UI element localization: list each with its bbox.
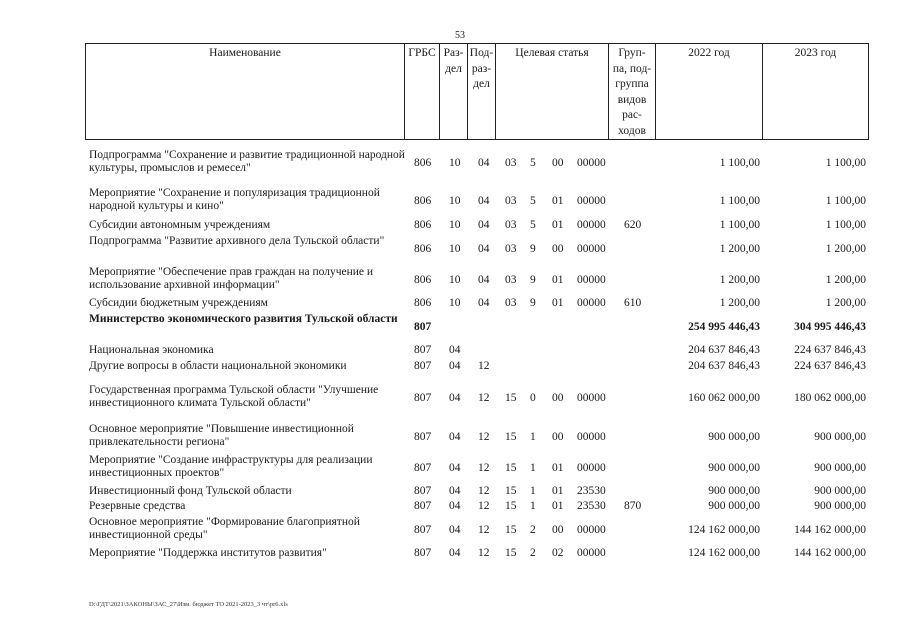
row-t1: 03 — [505, 219, 517, 231]
row-y2023: 900 000,00 — [814, 461, 866, 474]
row-t1: 15 — [505, 500, 517, 512]
row-t4: 00000 — [577, 242, 606, 255]
row-t3: 01 — [552, 194, 564, 207]
row-grbs: 807 — [414, 461, 432, 474]
row-t3: 00 — [552, 430, 564, 443]
table-row — [0, 235, 905, 261]
row-t3: 01 — [552, 297, 564, 309]
row-podrazdel: 12 — [478, 391, 490, 404]
row-y2022: 900 000,00 — [708, 461, 760, 474]
row-y2023: 224 637 846,43 — [794, 360, 866, 372]
row-razdel: 04 — [449, 523, 461, 536]
row-y2022: 1 100,00 — [719, 156, 760, 169]
row-razdel: 04 — [449, 461, 461, 474]
row-name: Мероприятие "Создание инфраструктуры для реализации инвестиционных проектов" — [89, 454, 373, 479]
row-grbs: 807 — [414, 320, 432, 333]
row-y2023: 1 100,00 — [825, 156, 866, 169]
row-t2: 5 — [530, 219, 536, 231]
table-row — [0, 516, 905, 542]
row-podrazdel: 12 — [478, 360, 490, 372]
row-name: Министерство экономического развития Тульской области — [89, 313, 398, 325]
row-t3: 00 — [552, 523, 564, 536]
row-y2023: 1 200,00 — [825, 297, 866, 309]
row-razdel: 10 — [449, 273, 461, 286]
row-t1: 03 — [505, 242, 517, 255]
row-t3: 02 — [552, 547, 564, 559]
table-row — [0, 500, 905, 513]
row-t3: 00 — [552, 156, 564, 169]
table-row — [0, 485, 905, 498]
row-name: Основное мероприятие "Повышение инвестиционной привлекательности региона" — [89, 423, 354, 448]
row-y2023: 304 995 446,43 — [794, 320, 866, 333]
row-grbs: 807 — [414, 523, 432, 536]
row-t1: 03 — [505, 273, 517, 286]
row-t1: 15 — [505, 485, 517, 497]
row-t4: 23530 — [577, 500, 606, 512]
row-t1: 15 — [505, 391, 517, 404]
row-t4: 00000 — [577, 194, 606, 207]
table-row — [0, 454, 905, 480]
row-y2022: 160 062 000,00 — [688, 391, 760, 404]
row-podrazdel: 12 — [478, 547, 490, 559]
row-podrazdel: 04 — [478, 194, 490, 207]
row-name: Другие вопросы в области национальной экономики — [89, 360, 347, 372]
row-t3: 00 — [552, 242, 564, 255]
row-t4: 00000 — [577, 219, 606, 231]
row-name: Инвестиционный фонд Тульской области — [89, 485, 292, 497]
row-t4: 00000 — [577, 156, 606, 169]
header-year-2022: 2022 год — [656, 44, 763, 140]
row-t2: 0 — [530, 391, 536, 404]
row-t3: 01 — [552, 273, 564, 286]
row-t4: 00000 — [577, 297, 606, 309]
row-razdel: 04 — [449, 485, 461, 497]
row-podrazdel: 04 — [478, 156, 490, 169]
row-podrazdel: 04 — [478, 242, 490, 255]
row-grbs: 806 — [414, 194, 432, 207]
row-razdel: 10 — [449, 194, 461, 207]
row-razdel: 04 — [449, 391, 461, 404]
row-podrazdel: 04 — [478, 219, 490, 231]
row-group: 870 — [624, 500, 642, 512]
header-grbs: ГРБС — [405, 44, 440, 140]
row-grbs: 807 — [414, 360, 432, 372]
file-path-footer: D:\ГДТ\2021\ЗАКОНЫ\ЗАС_27\Изм. бюджет ТО 2021-2023_3 чт\pr6.xls — [89, 601, 288, 608]
header-target-article: Целевая статья — [496, 44, 609, 140]
row-name: Мероприятие "Обеспечение прав граждан на получение и использование архивной информации" — [89, 266, 374, 291]
row-t2: 9 — [530, 273, 536, 286]
row-razdel: 04 — [449, 500, 461, 512]
row-group: 620 — [624, 219, 642, 231]
table-row — [0, 187, 905, 213]
table-row — [0, 423, 905, 449]
row-razdel: 10 — [449, 156, 461, 169]
row-t4: 00000 — [577, 391, 606, 404]
row-t2: 2 — [530, 547, 536, 559]
row-razdel: 10 — [449, 297, 461, 309]
row-grbs: 806 — [414, 219, 432, 231]
row-podrazdel: 12 — [478, 430, 490, 443]
row-name: Субсидии бюджетным учреждениям — [89, 297, 268, 309]
header-expense-group: Груп- па, под- группа видов рас- ходов — [609, 44, 656, 140]
row-group: 610 — [624, 297, 642, 309]
row-t3: 01 — [552, 500, 564, 512]
row-t3: 01 — [552, 461, 564, 474]
row-t1: 15 — [505, 461, 517, 474]
row-y2023: 1 100,00 — [825, 194, 866, 207]
row-t2: 1 — [530, 430, 536, 443]
table-row — [0, 344, 905, 357]
row-y2023: 180 062 000,00 — [794, 391, 866, 404]
table-row — [0, 360, 905, 373]
row-t1: 03 — [505, 297, 517, 309]
row-name: Подпрограмма "Развитие архивного дела Тульской области" — [89, 235, 385, 247]
row-grbs: 807 — [414, 485, 432, 497]
row-name: Мероприятие "Сохранение и популяризация традиционной народной культуры и кино" — [89, 187, 380, 212]
row-y2023: 900 000,00 — [814, 430, 866, 443]
row-y2022: 1 200,00 — [719, 273, 760, 286]
header-name: Наименование — [86, 44, 405, 140]
row-y2022: 1 100,00 — [719, 219, 760, 231]
header-year-2023: 2023 год — [763, 44, 869, 140]
table-row — [0, 266, 905, 292]
table-row — [0, 219, 905, 232]
row-y2022: 124 162 000,00 — [688, 547, 760, 559]
row-razdel: 10 — [449, 242, 461, 255]
row-t2: 1 — [530, 461, 536, 474]
row-t3: 01 — [552, 219, 564, 231]
row-podrazdel: 12 — [478, 523, 490, 536]
row-name: Субсидии автономным учреждениям — [89, 219, 271, 231]
row-grbs: 806 — [414, 156, 432, 169]
row-razdel: 10 — [449, 219, 461, 231]
table-row — [0, 547, 905, 560]
row-podrazdel: 12 — [478, 500, 490, 512]
row-t4: 00000 — [577, 430, 606, 443]
row-podrazdel: 04 — [478, 273, 490, 286]
row-grbs: 806 — [414, 297, 432, 309]
row-name: Подпрограмма "Сохранение и развитие традиционной народной культуры, промыслов и ремесел" — [89, 149, 405, 174]
row-y2023: 900 000,00 — [814, 500, 866, 512]
row-grbs: 806 — [414, 242, 432, 255]
row-grbs: 807 — [414, 344, 432, 356]
row-y2022: 900 000,00 — [708, 500, 760, 512]
row-grbs: 807 — [414, 547, 432, 559]
row-t2: 9 — [530, 297, 536, 309]
row-y2022: 1 200,00 — [719, 242, 760, 255]
row-t4: 00000 — [577, 461, 606, 474]
row-t2: 5 — [530, 156, 536, 169]
row-razdel: 04 — [449, 430, 461, 443]
row-t2: 1 — [530, 485, 536, 497]
row-t1: 03 — [505, 156, 517, 169]
row-t2: 5 — [530, 194, 536, 207]
row-podrazdel: 04 — [478, 297, 490, 309]
row-podrazdel: 12 — [478, 485, 490, 497]
table-row — [0, 149, 905, 175]
row-grbs: 806 — [414, 273, 432, 286]
row-y2022: 254 995 446,43 — [688, 320, 760, 333]
row-t4: 00000 — [577, 523, 606, 536]
row-name: Национальная экономика — [89, 344, 214, 356]
row-t4: 00000 — [577, 273, 606, 286]
row-name: Основное мероприятие "Формирование благоприятной инвестиционной среды" — [89, 516, 360, 541]
row-t1: 15 — [505, 523, 517, 536]
row-y2023: 144 162 000,00 — [794, 523, 866, 536]
row-y2022: 900 000,00 — [708, 485, 760, 497]
row-y2022: 1 100,00 — [719, 194, 760, 207]
row-y2022: 204 637 846,43 — [688, 360, 760, 372]
page-number: 53 — [455, 30, 465, 41]
row-razdel: 04 — [449, 547, 461, 559]
row-grbs: 807 — [414, 500, 432, 512]
header-podrazdel: Под- раз- дел — [468, 44, 496, 140]
row-y2022: 124 162 000,00 — [688, 523, 760, 536]
row-t4: 00000 — [577, 547, 606, 559]
row-razdel: 04 — [449, 360, 461, 372]
row-t2: 2 — [530, 523, 536, 536]
row-grbs: 807 — [414, 430, 432, 443]
row-t2: 9 — [530, 242, 536, 255]
table-row — [0, 384, 905, 410]
row-y2022: 204 637 846,43 — [688, 344, 760, 356]
row-y2022: 900 000,00 — [708, 430, 760, 443]
row-razdel: 04 — [449, 344, 461, 356]
row-y2023: 1 200,00 — [825, 273, 866, 286]
row-t1: 03 — [505, 194, 517, 207]
row-podrazdel: 12 — [478, 461, 490, 474]
row-y2023: 224 637 846,43 — [794, 344, 866, 356]
row-name: Резервные средства — [89, 500, 186, 512]
table-row — [0, 297, 905, 310]
row-t3: 01 — [552, 485, 564, 497]
row-t1: 15 — [505, 547, 517, 559]
table-row — [0, 313, 905, 339]
row-y2023: 1 200,00 — [825, 242, 866, 255]
row-y2023: 1 100,00 — [825, 219, 866, 231]
header-razdel: Раз- дел — [440, 44, 468, 140]
row-name: Мероприятие "Поддержка институтов развития" — [89, 547, 327, 559]
row-y2022: 1 200,00 — [719, 297, 760, 309]
row-y2023: 900 000,00 — [814, 485, 866, 497]
row-grbs: 807 — [414, 391, 432, 404]
row-t1: 15 — [505, 430, 517, 443]
row-t4: 23530 — [577, 485, 606, 497]
row-y2023: 144 162 000,00 — [794, 547, 866, 559]
row-name: Государственная программа Тульской области "Улучшение инвестиционного климата Тульской области" — [89, 384, 379, 409]
row-t2: 1 — [530, 500, 536, 512]
row-t3: 00 — [552, 391, 564, 404]
